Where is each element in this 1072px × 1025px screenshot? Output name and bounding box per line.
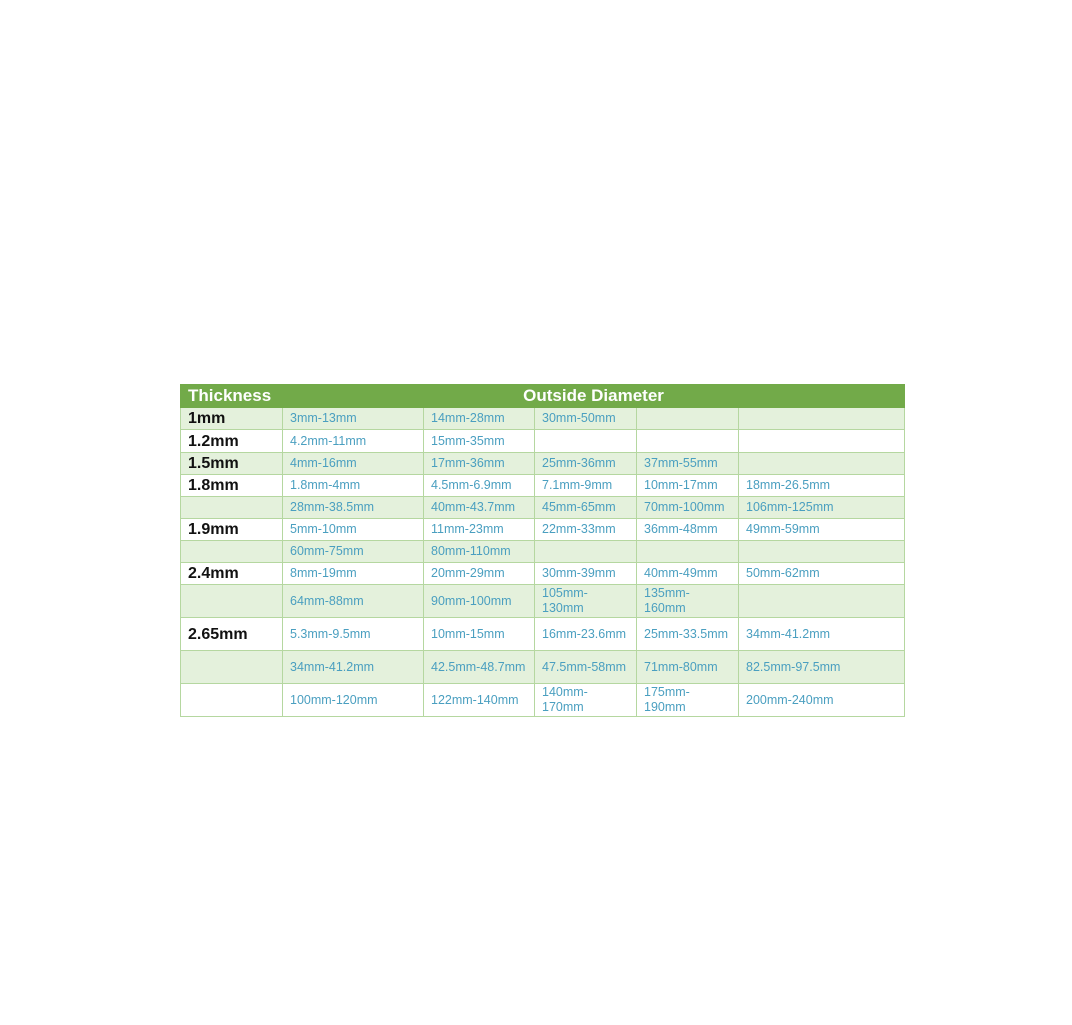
diameter-cell: 175mm-190mm xyxy=(637,684,739,717)
diameter-cell: 25mm-36mm xyxy=(535,453,637,475)
table-row xyxy=(181,618,905,651)
diameter-cell: 106mm-125mm xyxy=(739,497,905,519)
diameter-cell: 70mm-100mm xyxy=(637,497,739,519)
diameter-cell xyxy=(535,541,637,563)
table-row xyxy=(181,541,905,563)
thickness-header: Thickness xyxy=(181,385,283,408)
thickness-cell xyxy=(181,541,283,563)
diameter-cell: 64mm-88mm xyxy=(283,585,424,618)
size-table xyxy=(180,384,905,717)
diameter-cell: 40mm-49mm xyxy=(637,563,739,585)
diameter-cell: 140mm-170mm xyxy=(535,684,637,717)
diameter-cell: 20mm-29mm xyxy=(424,563,535,585)
diameter-cell: 14mm-28mm xyxy=(424,408,535,430)
diameter-cell xyxy=(535,430,637,453)
diameter-cell: 30mm-39mm xyxy=(535,563,637,585)
diameter-cell: 37mm-55mm xyxy=(637,453,739,475)
table-row xyxy=(181,585,905,618)
diameter-cell: 34mm-41.2mm xyxy=(283,651,424,684)
diameter-cell xyxy=(739,541,905,563)
table-row xyxy=(181,497,905,519)
diameter-cell xyxy=(739,430,905,453)
diameter-cell: 60mm-75mm xyxy=(283,541,424,563)
table-row xyxy=(181,453,905,475)
diameter-cell: 15mm-35mm xyxy=(424,430,535,453)
diameter-cell: 82.5mm-97.5mm xyxy=(739,651,905,684)
diameter-cell: 50mm-62mm xyxy=(739,563,905,585)
diameter-cell: 7.1mm-9mm xyxy=(535,475,637,497)
diameter-cell: 47.5mm-58mm xyxy=(535,651,637,684)
diameter-cell: 10mm-17mm xyxy=(637,475,739,497)
diameter-cell: 100mm-120mm xyxy=(283,684,424,717)
diameter-cell: 10mm-15mm xyxy=(424,618,535,651)
diameter-cell: 4mm-16mm xyxy=(283,453,424,475)
diameter-cell: 105mm-130mm xyxy=(535,585,637,618)
table-row xyxy=(181,563,905,585)
thickness-cell xyxy=(181,651,283,684)
diameter-cell: 80mm-110mm xyxy=(424,541,535,563)
thickness-cell: 1.5mm xyxy=(181,453,283,475)
diameter-cell: 1.8mm-4mm xyxy=(283,475,424,497)
diameter-cell xyxy=(637,408,739,430)
table-row xyxy=(181,430,905,453)
thickness-cell: 1.9mm xyxy=(181,519,283,541)
diameter-cell: 16mm-23.6mm xyxy=(535,618,637,651)
diameter-cell: 25mm-33.5mm xyxy=(637,618,739,651)
thickness-cell xyxy=(181,585,283,618)
diameter-cell: 122mm-140mm xyxy=(424,684,535,717)
table-row xyxy=(181,408,905,430)
header-row xyxy=(181,385,905,408)
diameter-cell: 49mm-59mm xyxy=(739,519,905,541)
thickness-cell: 1.8mm xyxy=(181,475,283,497)
diameter-cell: 11mm-23mm xyxy=(424,519,535,541)
table-row xyxy=(181,684,905,717)
diameter-cell: 4.5mm-6.9mm xyxy=(424,475,535,497)
diameter-cell: 34mm-41.2mm xyxy=(739,618,905,651)
diameter-cell: 36mm-48mm xyxy=(637,519,739,541)
diameter-cell: 4.2mm-11mm xyxy=(283,430,424,453)
diameter-cell: 18mm-26.5mm xyxy=(739,475,905,497)
diameter-cell: 30mm-50mm xyxy=(535,408,637,430)
thickness-cell: 2.65mm xyxy=(181,618,283,651)
diameter-cell: 22mm-33mm xyxy=(535,519,637,541)
diameter-cell: 45mm-65mm xyxy=(535,497,637,519)
thickness-cell: 1.2mm xyxy=(181,430,283,453)
diameter-cell xyxy=(637,430,739,453)
thickness-cell xyxy=(181,684,283,717)
diameter-cell: 3mm-13mm xyxy=(283,408,424,430)
diameter-cell: 17mm-36mm xyxy=(424,453,535,475)
diameter-cell: 200mm-240mm xyxy=(739,684,905,717)
table-row xyxy=(181,519,905,541)
thickness-cell xyxy=(181,497,283,519)
diameter-cell: 8mm-19mm xyxy=(283,563,424,585)
table-row xyxy=(181,475,905,497)
outside-diameter-header: Outside Diameter xyxy=(283,385,905,408)
diameter-cell: 71mm-80mm xyxy=(637,651,739,684)
table-row xyxy=(181,651,905,684)
diameter-cell xyxy=(739,408,905,430)
diameter-cell: 40mm-43.7mm xyxy=(424,497,535,519)
diameter-cell: 5mm-10mm xyxy=(283,519,424,541)
diameter-cell xyxy=(739,453,905,475)
diameter-cell: 28mm-38.5mm xyxy=(283,497,424,519)
thickness-cell: 1mm xyxy=(181,408,283,430)
diameter-cell xyxy=(637,541,739,563)
diameter-cell: 42.5mm-48.7mm xyxy=(424,651,535,684)
diameter-cell: 5.3mm-9.5mm xyxy=(283,618,424,651)
diameter-cell: 135mm-160mm xyxy=(637,585,739,618)
diameter-cell xyxy=(739,585,905,618)
thickness-cell: 2.4mm xyxy=(181,563,283,585)
diameter-cell: 90mm-100mm xyxy=(424,585,535,618)
